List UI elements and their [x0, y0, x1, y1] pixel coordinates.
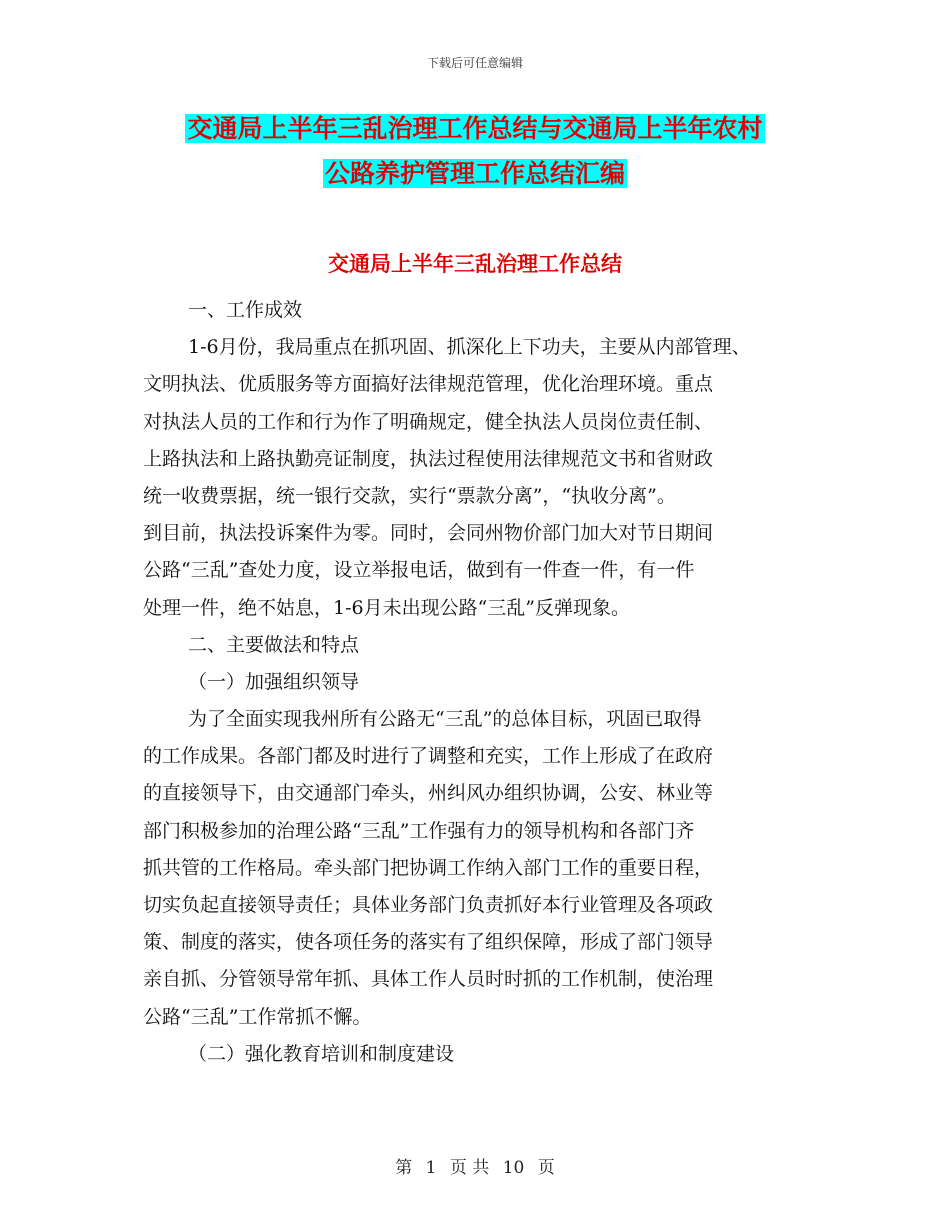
paragraph-line: 策、制度的落实，使各项任务的落实有了组织保障，形成了部门领导 — [143, 931, 714, 954]
page-suffix: 页 — [537, 1158, 555, 1178]
section-title: 交通局上半年三乱治理工作总结 — [328, 252, 622, 276]
paragraph-line: 切实负起直接领导责任；具体业务部门负责抓好本行业管理及各项政 — [143, 894, 714, 916]
paragraph-line: 为了全面实现我州所有公路无“三乱”的总体目标，巩固已取得 — [188, 708, 702, 731]
subheading-education: （二）强化教育培训和制度建设 — [188, 1042, 455, 1065]
document-title-text-2: 公路养护管理工作总结汇编 — [324, 159, 625, 188]
page-mid: 页 共 — [449, 1158, 490, 1178]
paragraph-line: 部门积极参加的治理公路“三乱”工作强有力的领导机构和各部门齐 — [143, 819, 695, 842]
heading-work-results: 一、工作成效 — [188, 299, 303, 321]
paragraph-line: 统一收费票据，统一银行交款，实行“票款分离”，“执收分离”。 — [143, 484, 676, 507]
paragraph-line: 1-6月份，我局重点在抓巩固、抓深化上下功夫，主要从内部管理、 — [188, 336, 751, 359]
document-body — [143, 292, 833, 1073]
paragraph-line: 上路执法和上路执勤亮证制度，执法过程使用法律规范文书和省财政 — [143, 447, 714, 470]
heading-main-practices: 二、主要做法和特点 — [188, 633, 360, 656]
paragraph-line: 文明执法、优质服务等方面搞好法律规范管理，优化治理环境。重点 — [143, 373, 714, 396]
paragraph-line: 的工作成果。各部门都及时进行了调整和充实，工作上形成了在政府 — [143, 745, 714, 768]
paragraph-line: 处理一件，绝不姑息，1-6月未出现公路“三乱”反弹现象。 — [143, 596, 631, 619]
paragraph-line: 的直接领导下，由交通部门牵头，州纠风办组织协调，公安、林业等 — [143, 782, 714, 805]
paragraph-line: 抓共管的工作格局。牵头部门把协调工作纳入部门工作的重要日程， — [143, 856, 714, 879]
page-prefix: 第 — [395, 1158, 413, 1178]
document-title-line-2 — [0, 155, 950, 193]
paragraph-line: 公路“三乱”查处力度，设立举报电话，做到有一件查一件，有一件 — [143, 559, 695, 582]
paragraph-line: 到目前，执法投诉案件为零。同时，会同州物价部门加大对节日期间 — [143, 522, 714, 545]
paragraph-line: 对执法人员的工作和行为作了明确规定，健全执法人员岗位责任制、 — [143, 410, 714, 433]
document-title-line-1 — [0, 110, 950, 148]
document-title-text-1: 交通局上半年三乱治理工作总结与交通局上半年农村 — [187, 114, 763, 143]
subheading-organization: （一）加强组织领导 — [188, 670, 360, 693]
paragraph-line: 公路“三乱”工作常抓不懈。 — [143, 1005, 372, 1028]
page-total: 10 — [502, 1158, 525, 1178]
header-note: 下载后可任意编辑 — [426, 56, 523, 70]
page-footer — [0, 1153, 950, 1178]
page-current: 1 — [425, 1158, 437, 1178]
paragraph-line: 亲自抓、分管领导常年抓、具体工作人员时时抓的工作机制，使治理 — [143, 968, 714, 991]
